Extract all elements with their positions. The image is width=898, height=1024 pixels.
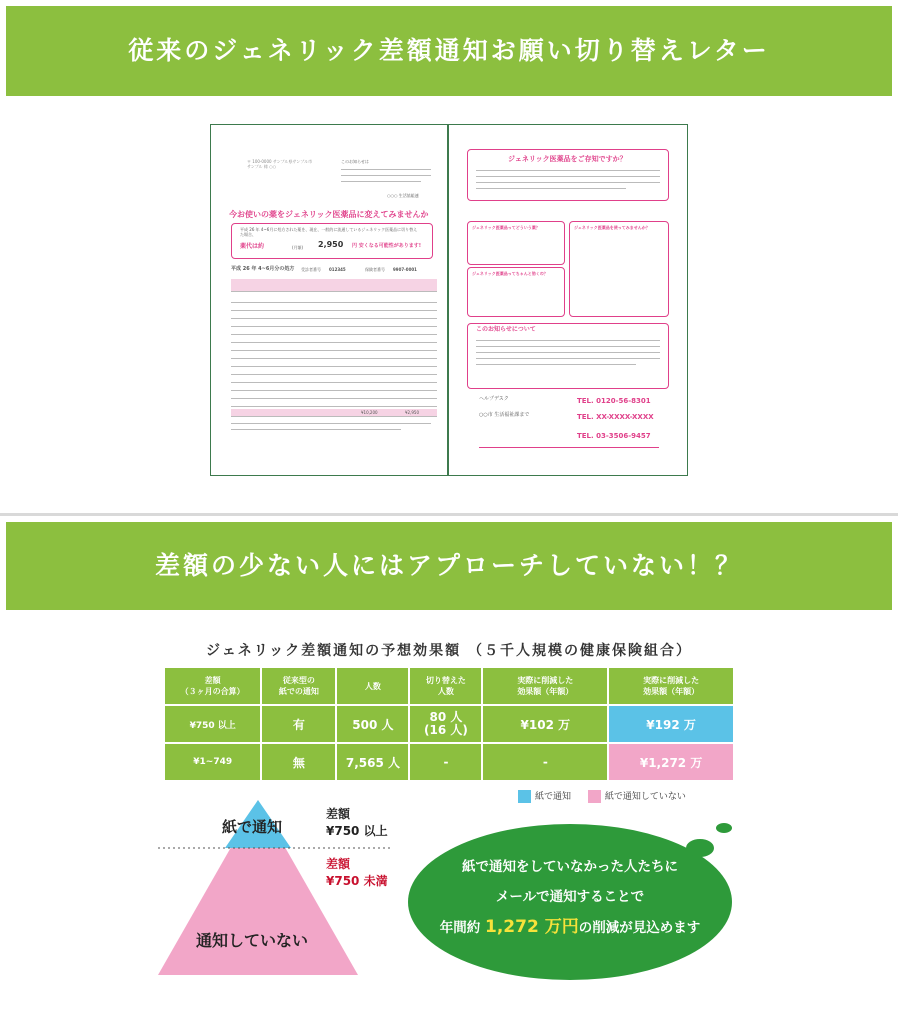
header-cell: 差額 （３ヶ月の合算） bbox=[164, 667, 261, 705]
id-value: 012345 bbox=[329, 267, 346, 272]
table-row bbox=[231, 311, 437, 319]
letter-illustration bbox=[210, 124, 688, 476]
savings-box bbox=[231, 223, 433, 259]
q3-title: ジェネリック医薬品ってちゃんと効くの？ bbox=[472, 271, 548, 276]
legend-swatch-blue bbox=[518, 790, 531, 803]
period-heading: 平成 26 年 4~6月分の処方 bbox=[231, 266, 295, 272]
header-cell: 従来型の 紙での通知 bbox=[261, 667, 336, 705]
text-line bbox=[476, 176, 660, 177]
upper-diff-title: 差額 bbox=[326, 807, 351, 821]
q2-title: ジェネリック医薬品を使ってみませんか？ bbox=[574, 225, 650, 230]
letter-left-page bbox=[211, 125, 447, 475]
q1-box bbox=[467, 221, 565, 265]
text-line bbox=[476, 364, 636, 365]
table-header bbox=[231, 279, 437, 292]
savings-suffix: 円 安くなる可能性があります! bbox=[352, 243, 422, 249]
table-cell: 有 bbox=[261, 705, 336, 743]
header-cell: 実際に削減した 効果額（年額） bbox=[608, 667, 734, 705]
table-row bbox=[164, 705, 734, 743]
table-row bbox=[231, 351, 437, 359]
lower-diff bbox=[326, 856, 388, 890]
table-row bbox=[231, 399, 437, 407]
table-row bbox=[231, 375, 437, 383]
bubble-tail-small bbox=[716, 823, 732, 833]
notice-heading: このお知らせについて bbox=[476, 326, 536, 333]
q1-title: ジェネリック医薬品ってどういう薬？ bbox=[472, 225, 540, 230]
savings-prefix: (月額) bbox=[292, 245, 304, 250]
table-cell: 500 人 bbox=[336, 705, 409, 743]
lower-diff-value: ¥750 未満 bbox=[326, 874, 388, 888]
text-line bbox=[476, 358, 660, 359]
table-cell-highlight-blue: ¥192 万 bbox=[608, 705, 734, 743]
bubble-line-2: メールで通知することで bbox=[495, 889, 645, 905]
contact: ○○市 生活福祉課まで bbox=[479, 412, 530, 418]
section-divider bbox=[0, 513, 898, 516]
address-block: 〒 100-0000 サンプル県サンプル市 サンプル 様 ○○ bbox=[247, 159, 313, 169]
table-row bbox=[164, 743, 734, 781]
legend bbox=[518, 789, 686, 803]
table-cell: ¥750 以上 bbox=[164, 705, 261, 743]
pyramid-bottom-label: 通知していない bbox=[196, 931, 309, 950]
table-cell: 80 人 (16 人) bbox=[409, 705, 482, 743]
bubble-line-3 bbox=[420, 912, 720, 943]
text-line bbox=[341, 175, 431, 176]
notice-box bbox=[467, 323, 669, 389]
table-cell: - bbox=[482, 743, 608, 781]
bubble-amount: 1,272 万円 bbox=[485, 917, 579, 937]
intro-box bbox=[467, 149, 669, 201]
legend-label-pink: 紙で通知していない bbox=[604, 792, 686, 802]
notice-title: このお知らせは bbox=[341, 159, 369, 164]
q3-box bbox=[467, 267, 565, 317]
footer-line bbox=[479, 447, 659, 448]
table-row bbox=[231, 327, 437, 335]
pyramid-top-label: 紙で通知 bbox=[222, 818, 283, 836]
savings-text: 平成 26 年 4~6月に処方された薬を、現在、一般的に流通しているジェネリック医薬品に切り替えた場合、 bbox=[240, 227, 418, 237]
text-line bbox=[476, 340, 660, 341]
sender: ○○○ 生活協組連 bbox=[387, 193, 419, 198]
text-line bbox=[231, 429, 401, 430]
text-line bbox=[341, 169, 431, 170]
lower-diff-title: 差額 bbox=[326, 857, 351, 871]
bubble-line-1: 紙で通知をしていなかった人たちに bbox=[462, 859, 678, 875]
text-line bbox=[231, 423, 431, 424]
total-b: ¥2,950 bbox=[405, 410, 419, 415]
table-header-row bbox=[164, 667, 734, 705]
table-row bbox=[231, 367, 437, 375]
text-line bbox=[476, 346, 660, 347]
table-cell: ¥1~749 bbox=[164, 743, 261, 781]
table-cell: ¥102 万 bbox=[482, 705, 608, 743]
table-row bbox=[231, 359, 437, 367]
table-cell: 7,565 人 bbox=[336, 743, 409, 781]
header-cell: 実際に削減した 効果額（年額） bbox=[482, 667, 608, 705]
id-label: 受診者番号 bbox=[301, 267, 321, 272]
text-line bbox=[476, 182, 660, 183]
savings-amount: 2,950 bbox=[318, 240, 344, 249]
header-cell: 切り替えた 人数 bbox=[409, 667, 482, 705]
header-cell: 人数 bbox=[336, 667, 409, 705]
right-heading: ジェネリック医薬品をご存知ですか？ bbox=[508, 155, 627, 163]
table-cell-highlight-pink: ¥1,272 万 bbox=[608, 743, 734, 781]
tel-3: TEL. 03-3506-9457 bbox=[577, 432, 651, 440]
upper-diff-value: ¥750 以上 bbox=[326, 824, 388, 838]
q2-box bbox=[569, 221, 669, 317]
text-line bbox=[476, 188, 626, 189]
table-cell: 無 bbox=[261, 743, 336, 781]
table-row bbox=[231, 343, 437, 351]
tel-1: TEL. 0120-56-8301 bbox=[577, 397, 651, 405]
banner-bottom: 差額の少ない人にはアプローチしていない！？ bbox=[6, 522, 892, 610]
banner-top: 従来のジェネリック差額通知お願い切り替えレター bbox=[6, 6, 892, 96]
left-heading: 今お使いの薬をジェネリック医薬品に変えてみませんか bbox=[229, 210, 429, 219]
table-row bbox=[231, 391, 437, 399]
bubble-line-3-pre: 年間約 bbox=[439, 920, 485, 936]
letter-right-page bbox=[449, 125, 687, 475]
table-cell: - bbox=[409, 743, 482, 781]
legend-label-blue: 紙で通知 bbox=[535, 792, 572, 802]
upper-diff bbox=[326, 806, 388, 840]
table-row bbox=[231, 319, 437, 327]
legend-swatch-pink bbox=[588, 790, 601, 803]
savings-label: 薬代は約 bbox=[240, 243, 265, 250]
code-value: 9907-0001 bbox=[393, 267, 417, 272]
tel-2: TEL. XX-XXXX-XXXX bbox=[577, 413, 654, 421]
total-a: ¥10,200 bbox=[361, 410, 378, 415]
code-label: 保険者番号 bbox=[365, 267, 385, 272]
bubble-line-3-post: の削減が見込めます bbox=[578, 920, 701, 936]
helpdesk: ヘルプデスク bbox=[479, 396, 509, 402]
table-row bbox=[231, 303, 437, 311]
table-row bbox=[231, 295, 437, 303]
table-title: ジェネリック差額通知の予想効果額 （５千人規模の健康保険組合） bbox=[205, 643, 693, 659]
text-line bbox=[341, 181, 421, 182]
bubble-text bbox=[420, 852, 720, 943]
effect-table bbox=[163, 666, 735, 782]
table-row bbox=[231, 335, 437, 343]
text-line bbox=[476, 170, 660, 171]
text-line bbox=[476, 352, 660, 353]
table-row bbox=[231, 383, 437, 391]
